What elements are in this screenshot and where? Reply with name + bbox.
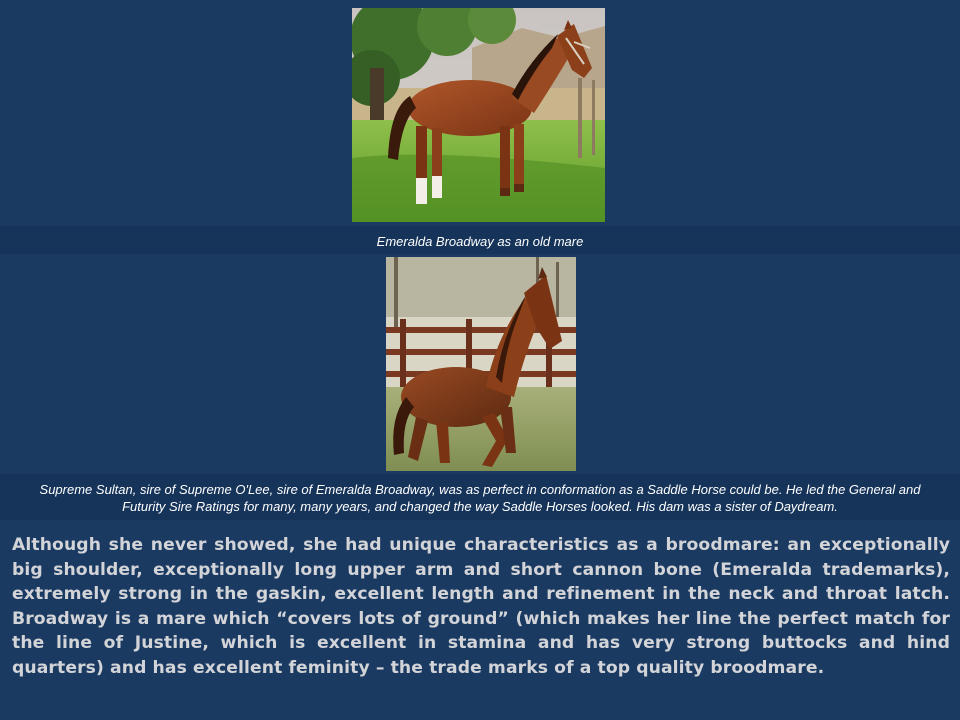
photo-caption: Emeralda Broadway as an old mare [376, 234, 584, 249]
description-paragraph: Although she never showed, she had unique characteristics as a broodmare: an exceptionally big shoulder, exceptionally long upper arm and short cannon bone (Emeralda trademarks), extremely strong in the gaskin, excellent length and refinement in the neck and throat latch. Broadway is a mare which “covers lots of ground” (which makes her line the perfect match for the line of Justine, which is excellent in stamina and has very strong buttocks and hind quarters) and has excellent feminity – the trade marks of a top quality broodmare. [12, 535, 950, 678]
horse-photo-supreme-sultan [386, 257, 576, 471]
horse-photo-emeralda-broadway [352, 8, 605, 222]
photo-caption: Supreme Sultan, sire of Supreme O'Lee, sire of Emeralda Broadway, was as perfect in conformation as a Saddle Horse could be. He led the General and Futurity Sire Ratings for many, many years, and changed the way Saddle Horses looked. His dam was a sister of Daydream. [39, 482, 921, 514]
